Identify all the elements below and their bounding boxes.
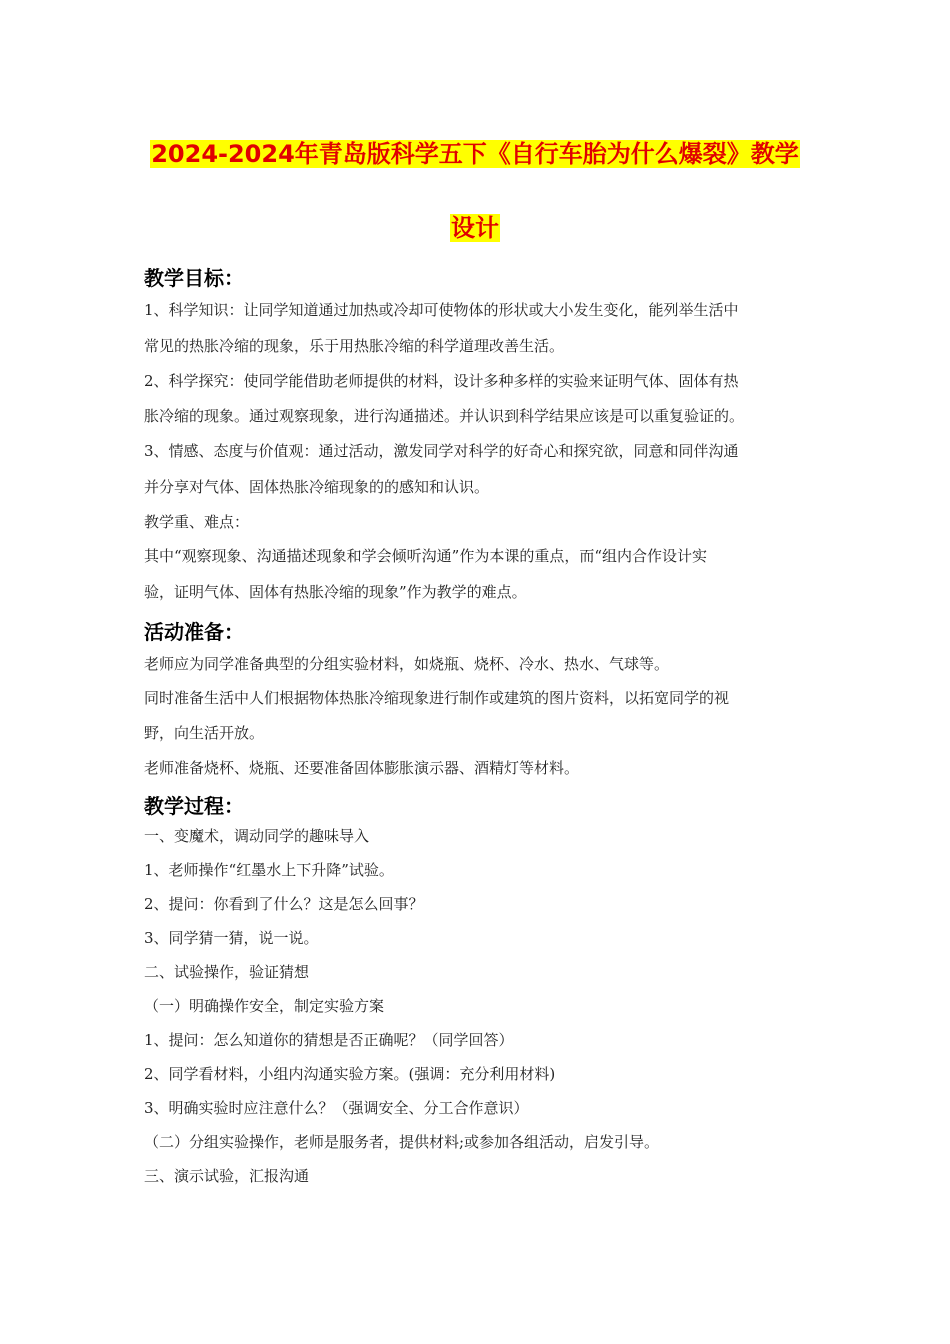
- paragraph-line: 3、情感、态度与价值观：通过活动，激发同学对科学的好奇心和探究欲，同意和同伴沟通: [144, 442, 739, 460]
- paragraph-line: 胀冷缩的现象。通过观察现象，进行沟通描述。并认识到科学结果应该是可以重复验证的。: [144, 407, 745, 425]
- section-heading-prep: 活动准备：: [144, 620, 244, 644]
- paragraph-line: 2、科学探究：使同学能借助老师提供的材料，设计多种多样的实验来证明气体、固体有热: [144, 372, 739, 390]
- paragraph-line: （二）分组实验操作，老师是服务者，提供材料;或参加各组活动，启发引导。: [144, 1133, 660, 1151]
- section-heading-process: 教学过程：: [144, 794, 244, 818]
- section-heading-goals: 教学目标：: [144, 266, 244, 290]
- paragraph-line: 验，证明气体、固体有热胀冷缩的现象”作为教学的难点。: [144, 583, 527, 601]
- document-title-line-1: [120, 134, 830, 169]
- paragraph-line: 2、同学看材料，小组内沟通实验方案。(强调：充分利用材料): [144, 1065, 556, 1083]
- paragraph-line: 1、老师操作“红墨水上下升降”试验。: [144, 861, 394, 879]
- paragraph-line: 野，向生活开放。: [144, 724, 265, 742]
- paragraph-line: 其中“观察现象、沟通描述现象和学会倾听沟通”作为本课的重点，而“组内合作设计实: [144, 547, 708, 565]
- paragraph-line: 1、提问：怎么知道你的猜想是否正确呢？（同学回答）: [144, 1031, 514, 1049]
- paragraph-line: 并分享对气体、固体热胀冷缩现象的的感知和认识。: [144, 478, 490, 496]
- paragraph-line: 3、明确实验时应注意什么？（强调安全、分工合作意识）: [144, 1099, 529, 1117]
- paragraph-line: 2、提问：你看到了什么？这是怎么回事？: [144, 895, 424, 913]
- title-highlight: 设计: [451, 214, 499, 242]
- paragraph-line: 二、试验操作，验证猜想: [144, 963, 310, 981]
- title-highlight: 2024-2024年青岛版科学五下《自行车胎为什么爆裂》教学: [151, 140, 799, 168]
- paragraph-line: 教学重、难点：: [144, 513, 250, 531]
- paragraph-line: 老师应为同学准备典型的分组实验材料，如烧瓶、烧杯、冷水、热水、气球等。: [144, 655, 670, 673]
- document-title-line-2: [120, 208, 830, 243]
- paragraph-line: 常见的热胀冷缩的现象，乐于用热胀冷缩的科学道理改善生活。: [144, 337, 565, 355]
- paragraph-line: 一、变魔术，调动同学的趣味导入: [144, 827, 370, 845]
- paragraph-line: 1、科学知识：让同学知道通过加热或冷却可使物体的形状或大小发生变化，能列举生活中: [144, 301, 739, 319]
- paragraph-line: 老师准备烧杯、烧瓶、还要准备固体膨胀演示器、酒精灯等材料。: [144, 759, 580, 777]
- paragraph-line: 三、演示试验，汇报沟通: [144, 1167, 310, 1185]
- paragraph-line: （一）明确操作安全，制定实验方案: [144, 997, 385, 1015]
- paragraph-line: 同时准备生活中人们根据物体热胀冷缩现象进行制作或建筑的图片资料，以拓宽同学的视: [144, 689, 730, 707]
- paragraph-line: 3、同学猜一猜，说一说。: [144, 929, 319, 947]
